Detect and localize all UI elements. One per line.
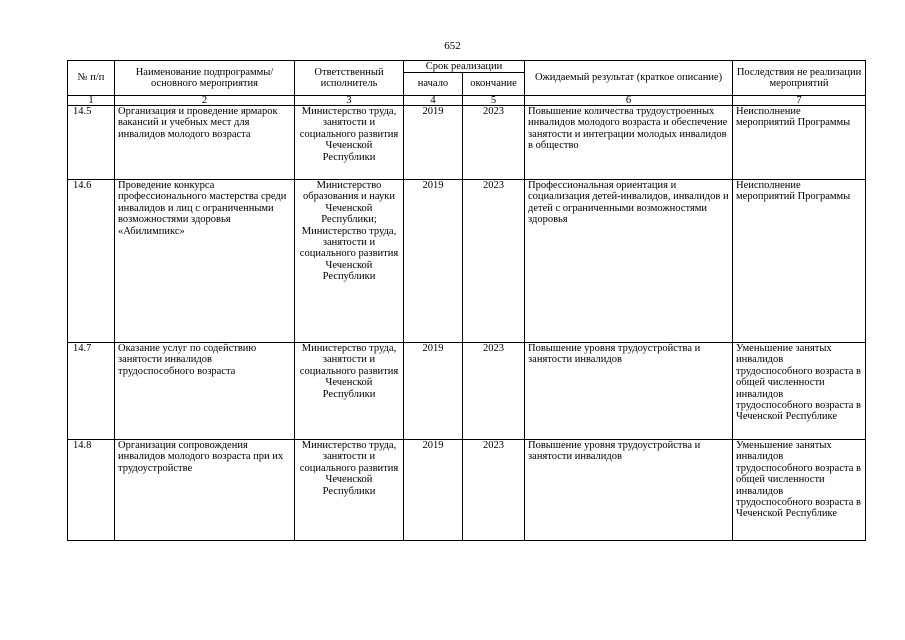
executor-cell: Министерство труда, занятости и социального развития Чеченской Республики	[295, 440, 404, 541]
consequences-cell: Неисполнение мероприятий Программы	[733, 106, 866, 180]
column-number: 7	[733, 96, 866, 106]
table-row	[68, 343, 866, 440]
page-number: 652	[444, 40, 461, 52]
header-result: Ожидаемый результат (краткое описание)	[525, 61, 733, 96]
row-number: 14.8	[68, 440, 115, 541]
column-number-row	[68, 96, 866, 106]
executor-cell: Министерство труда, занятости и социального развития Чеченской Республики	[295, 343, 404, 440]
column-number: 5	[463, 96, 525, 106]
column-number: 2	[115, 96, 295, 106]
consequences-cell: Неисполнение мероприятий Программы	[733, 180, 866, 343]
header-start: начало	[404, 73, 463, 96]
start-year: 2019	[404, 180, 463, 343]
row-number: 14.7	[68, 343, 115, 440]
header-executor: Ответственный исполнитель	[295, 61, 404, 96]
consequences-cell: Уменьшение занятых инвалидов трудоспособного возраста в общей численности инвалидов трудоспособного возраста в Чеченской Республике	[733, 343, 866, 440]
table-row	[68, 106, 866, 180]
header-consequences: Последствия не реализации мероприятий	[733, 61, 866, 96]
program-measures-table	[67, 60, 866, 541]
header-period: Срок реализации	[404, 61, 525, 73]
executor-cell: Министерство труда, занятости и социального развития Чеченской Республики	[295, 106, 404, 180]
header-name: Наименование подпрограммы/ основного мероприятия	[115, 61, 295, 96]
row-number: 14.5	[68, 106, 115, 180]
start-year: 2019	[404, 343, 463, 440]
header-num: № п/п	[68, 61, 115, 96]
start-year: 2019	[404, 440, 463, 541]
measure-name: Оказание услуг по содействию занятости инвалидов трудоспособного возраста	[115, 343, 295, 440]
column-number: 1	[68, 96, 115, 106]
header-row	[68, 61, 866, 73]
column-number: 3	[295, 96, 404, 106]
column-number: 6	[525, 96, 733, 106]
executor-cell: Министерство образования и науки Чеченской Республики; Министерство труда, занятости и социального развития Чеченской Республики	[295, 180, 404, 343]
end-year: 2023	[463, 343, 525, 440]
column-number: 4	[404, 96, 463, 106]
end-year: 2023	[463, 440, 525, 541]
table-row	[68, 440, 866, 541]
expected-result: Повышение уровня трудоустройства и занятости инвалидов	[525, 440, 733, 541]
expected-result: Повышение уровня трудоустройства и занятости инвалидов	[525, 343, 733, 440]
start-year: 2019	[404, 106, 463, 180]
expected-result: Повышение количества трудоустроенных инвалидов молодого возраста и обеспечение занятости и интеграции молодых инвалидов в общество	[525, 106, 733, 180]
expected-result: Профессиональная ориентация и социализация детей-инвалидов, инвалидов и детей с ограниченными возможностями здоровья	[525, 180, 733, 343]
measure-name: Организация и проведение ярмарок вакансий и учебных мест для инвалидов молодого возраста	[115, 106, 295, 180]
row-number: 14.6	[68, 180, 115, 343]
header-end: окончание	[463, 73, 525, 96]
end-year: 2023	[463, 106, 525, 180]
measure-name: Организация сопровождения инвалидов молодого возраста при их трудоустройстве	[115, 440, 295, 541]
consequences-cell: Уменьшение занятых инвалидов трудоспособного возраста в общей численности инвалидов трудоспособного возраста в Чеченской Республике	[733, 440, 866, 541]
table-row	[68, 180, 866, 343]
measure-name: Проведение конкурса профессионального мастерства среди инвалидов и лиц с ограниченными возможностями здоровья «Абилимпикс»	[115, 180, 295, 343]
end-year: 2023	[463, 180, 525, 343]
